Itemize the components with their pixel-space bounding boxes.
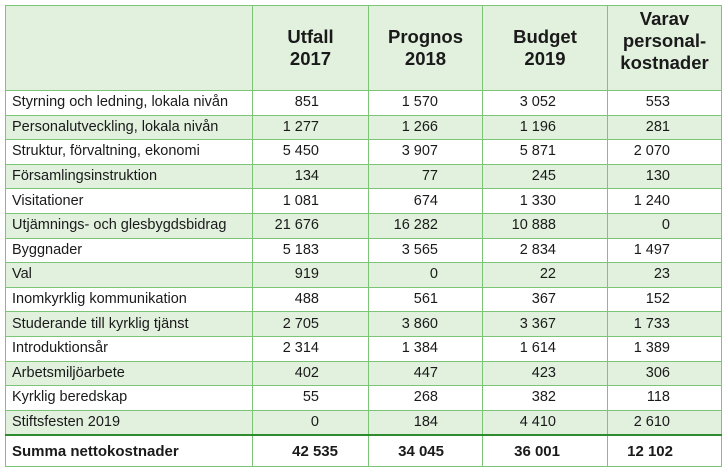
cell-prognos-2018: 268 — [369, 386, 483, 411]
row-label: Val — [6, 263, 253, 288]
total-value-personalkostnader: 12 102 — [608, 435, 722, 467]
cell-budget-2019: 1 196 — [483, 115, 608, 140]
total-value-prognos-2018: 34 045 — [369, 435, 483, 467]
cell-budget-2019: 245 — [483, 164, 608, 189]
cell-personalkostnader: 1 733 — [608, 312, 722, 337]
cell-budget-2019: 22 — [483, 263, 608, 288]
cell-utfall-2017: 919 — [253, 263, 369, 288]
cell-budget-2019: 1 614 — [483, 336, 608, 361]
cell-utfall-2017: 1 081 — [253, 189, 369, 214]
cell-prognos-2018: 1 384 — [369, 336, 483, 361]
header-line: Utfall — [287, 26, 334, 47]
total-row — [6, 435, 722, 467]
table-row — [6, 164, 722, 189]
header-line: 2019 — [524, 48, 566, 69]
cost-table-container — [5, 5, 721, 465]
cell-prognos-2018: 0 — [369, 263, 483, 288]
cell-budget-2019: 3 367 — [483, 312, 608, 337]
cell-personalkostnader: 2 610 — [608, 410, 722, 435]
cell-personalkostnader: 130 — [608, 164, 722, 189]
cell-utfall-2017: 2 705 — [253, 312, 369, 337]
row-label: Struktur, förvaltning, ekonomi — [6, 140, 253, 165]
cell-personalkostnader: 23 — [608, 263, 722, 288]
row-label: Byggnader — [6, 238, 253, 263]
cell-budget-2019: 10 888 — [483, 213, 608, 238]
cell-budget-2019: 382 — [483, 386, 608, 411]
table-body — [6, 91, 722, 436]
cell-personalkostnader: 118 — [608, 386, 722, 411]
table-row — [6, 263, 722, 288]
header-line: Budget — [513, 26, 577, 47]
total-label: Summa nettokostnader — [6, 435, 253, 467]
row-label: Stiftsfesten 2019 — [6, 410, 253, 435]
header-label-column — [6, 6, 253, 91]
total-value-utfall-2017: 42 535 — [253, 435, 369, 467]
cell-utfall-2017: 1 277 — [253, 115, 369, 140]
cell-prognos-2018: 561 — [369, 287, 483, 312]
row-label: Personalutveckling, lokala nivån — [6, 115, 253, 140]
header-utfall-2017 — [253, 6, 369, 91]
cell-personalkostnader: 1 497 — [608, 238, 722, 263]
cell-personalkostnader: 1 240 — [608, 189, 722, 214]
table-row — [6, 115, 722, 140]
table-row — [6, 91, 722, 116]
cell-utfall-2017: 55 — [253, 386, 369, 411]
cell-prognos-2018: 184 — [369, 410, 483, 435]
cell-budget-2019: 2 834 — [483, 238, 608, 263]
cell-personalkostnader: 553 — [608, 91, 722, 116]
cell-budget-2019: 3 052 — [483, 91, 608, 116]
table-row — [6, 140, 722, 165]
header-varav-personalkostnader — [608, 6, 722, 91]
table-row — [6, 336, 722, 361]
cell-budget-2019: 5 871 — [483, 140, 608, 165]
cell-prognos-2018: 1 570 — [369, 91, 483, 116]
table-row — [6, 410, 722, 435]
cell-utfall-2017: 851 — [253, 91, 369, 116]
cell-utfall-2017: 2 314 — [253, 336, 369, 361]
row-label: Kyrklig beredskap — [6, 386, 253, 411]
cell-utfall-2017: 488 — [253, 287, 369, 312]
row-label: Studerande till kyrklig tjänst — [6, 312, 253, 337]
cell-utfall-2017: 5 183 — [253, 238, 369, 263]
table-row — [6, 287, 722, 312]
cell-prognos-2018: 16 282 — [369, 213, 483, 238]
cell-personalkostnader: 1 389 — [608, 336, 722, 361]
cell-budget-2019: 1 330 — [483, 189, 608, 214]
table-row — [6, 361, 722, 386]
cell-budget-2019: 367 — [483, 287, 608, 312]
cell-utfall-2017: 0 — [253, 410, 369, 435]
header-row — [6, 6, 722, 91]
header-line: Varav — [639, 8, 690, 29]
cell-personalkostnader: 2 070 — [608, 140, 722, 165]
header-line: Prognos — [387, 26, 464, 47]
table-row — [6, 213, 722, 238]
table-row — [6, 312, 722, 337]
cell-utfall-2017: 21 676 — [253, 213, 369, 238]
row-label: Utjämnings- och glesbygdsbidrag — [6, 213, 253, 238]
cell-prognos-2018: 3 907 — [369, 140, 483, 165]
header-line: kostnader — [620, 52, 709, 73]
row-label: Styrning och ledning, lokala nivån — [6, 91, 253, 116]
header-budget-2019 — [483, 6, 608, 91]
cell-personalkostnader: 0 — [608, 213, 722, 238]
cell-prognos-2018: 1 266 — [369, 115, 483, 140]
cell-prognos-2018: 77 — [369, 164, 483, 189]
row-label: Församlingsinstruktion — [6, 164, 253, 189]
cell-prognos-2018: 447 — [369, 361, 483, 386]
cell-budget-2019: 423 — [483, 361, 608, 386]
row-label: Introduktionsår — [6, 336, 253, 361]
header-prognos-2018 — [369, 6, 483, 91]
header-line: personal- — [622, 30, 707, 51]
cell-prognos-2018: 674 — [369, 189, 483, 214]
cell-prognos-2018: 3 565 — [369, 238, 483, 263]
row-label: Visitationer — [6, 189, 253, 214]
row-label: Arbetsmiljöarbete — [6, 361, 253, 386]
cell-utfall-2017: 134 — [253, 164, 369, 189]
cell-personalkostnader: 306 — [608, 361, 722, 386]
cost-table — [5, 5, 722, 467]
cell-prognos-2018: 3 860 — [369, 312, 483, 337]
cell-budget-2019: 4 410 — [483, 410, 608, 435]
row-label: Inomkyrklig kommunikation — [6, 287, 253, 312]
cell-personalkostnader: 152 — [608, 287, 722, 312]
total-value-budget-2019: 36 001 — [483, 435, 608, 467]
cell-utfall-2017: 5 450 — [253, 140, 369, 165]
header-line: 2018 — [404, 48, 447, 69]
table-row — [6, 189, 722, 214]
cell-utfall-2017: 402 — [253, 361, 369, 386]
cell-personalkostnader: 281 — [608, 115, 722, 140]
table-row — [6, 238, 722, 263]
table-row — [6, 386, 722, 411]
header-line: 2017 — [289, 48, 332, 69]
